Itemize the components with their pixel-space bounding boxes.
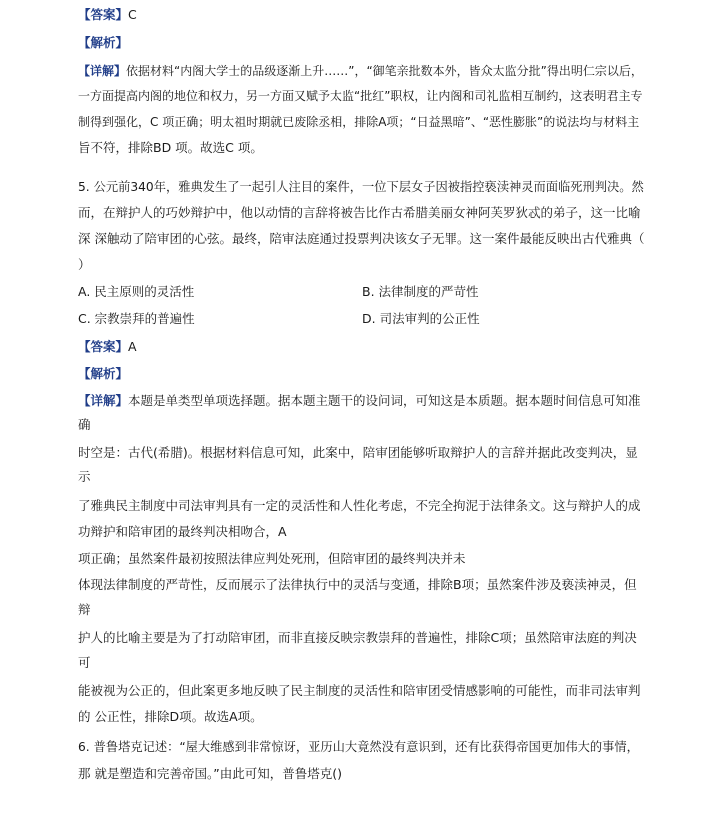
answer-value: A — [128, 339, 137, 354]
q5-option-a: A. 民主原则的灵活性 — [78, 284, 195, 299]
q5-detail-line-5: 了雅典民主制度中司法审判具有一定的灵活性和人性化考虑，不完全拘泥于法律条文。这与辩护人的成 — [78, 498, 641, 513]
q6-stem-line-2: 那 就是塑造和完善帝国。”由此可知，普鲁塔克() — [78, 766, 342, 781]
q5-stem-line-4: ） — [78, 257, 91, 272]
q5-detail-line-7: 项正确；虽然案件最初按照法律应判处死刑，但陪审团的最终判决并未 — [78, 551, 466, 566]
detail-tag: 【详解】 — [78, 64, 127, 78]
q5-analysis-tag: 【解析】 — [78, 366, 129, 381]
q5-option-d: D. 司法审判的公正性 — [362, 311, 480, 326]
q6-stem-line-1: 6. 普鲁塔克记述：“屋大维感到非常惊讶，亚历山大竟然没有意识到，还有比获得帝国更加伟大的事情， — [78, 740, 639, 754]
q5-detail-line-6: 功辩护和陪审团的最终判决相吻合，A — [78, 524, 287, 539]
q4-answer — [78, 6, 137, 24]
q4-detail-line-3: 制得到强化，C 项正确；明太祖时期就已废除丞相，排除A项；“日益黑暗”、“恶性膨胀”的说法均与材料主 — [78, 115, 640, 129]
q5-option-c: C. 宗教崇拜的普遍性 — [78, 311, 195, 326]
q5-detail-line-8: 体现法律制度的严苛性，反而展示了法律执行中的灵活与变通，排除B项；虽然案件涉及亵渎神灵，但 — [78, 577, 637, 592]
q4-analysis-tag: 【解析】 — [78, 35, 129, 50]
q5-answer — [78, 338, 137, 356]
q5-detail-line-1: 【详解】本题是单类型单项选择题。据本题主题干的设问词，可知这是本质题。据本题时间信息可知准 — [78, 393, 641, 408]
q5-stem-line-1: 5. 公元前340年，雅典发生了一起引人注目的案件，一位下层女子因被指控亵渎神灵而面临死刑判决。然 — [78, 180, 644, 194]
q5-stem-line-2: 而，在辩护人的巧妙辩护中，他以动情的言辞将被告比作古希腊美丽女神阿芙罗狄忒的弟子，这一比喻 — [78, 205, 641, 220]
q5-detail-line-4: 示 — [78, 469, 91, 484]
q5-detail-line-3: 时空是：古代(希腊)。根据材料信息可知，此案中，陪审团能够听取辩护人的言辞并据此改变判决，显 — [78, 445, 638, 460]
q4-detail-line-1: 【详解】依据材料“内阁大学士的品级逐渐上升……”，“御笔亲批数本外，皆众太监分批”得出明仁宗以后， — [78, 64, 643, 78]
detail-tag: 【详解】 — [78, 393, 129, 408]
answer-value: C — [128, 7, 137, 22]
q5-option-b: B. 法律制度的严苛性 — [362, 284, 479, 299]
q5-stem-line-3: 深 深触动了陪审团的心弦。最终，陪审法庭通过投票判决该女子无罪。这一案件最能反映出古代雅典（ — [78, 231, 645, 246]
q5-detail-line-12: 能被视为公正的，但此案更多地反映了民主制度的灵活性和陪审团受情感影响的可能性，而非司法审判 — [78, 683, 641, 698]
q4-detail-line-4: 旨不符，排除BD 项。故选C 项。 — [78, 140, 263, 155]
q5-detail-line-2: 确 — [78, 417, 91, 432]
q5-detail-line-9: 辩 — [78, 602, 91, 617]
q4-detail-line-2: 一方面提高内阁的地位和权力，另一方面又赋予太监“批红”职权，让内阁和司礼监相互制约，这表明君主专 — [78, 89, 643, 103]
answer-tag: 【答案】 — [78, 339, 129, 354]
q5-detail-line-13: 的 公正性，排除D项。故选A项。 — [78, 709, 263, 724]
q5-detail-line-11: 可 — [78, 655, 91, 670]
q5-detail-line-10: 护人的比喻主要是为了打动陪审团，而非直接反映宗教崇拜的普遍性，排除C项；虽然陪审法庭的判决 — [78, 630, 637, 645]
answer-tag: 【答案】 — [78, 7, 129, 22]
